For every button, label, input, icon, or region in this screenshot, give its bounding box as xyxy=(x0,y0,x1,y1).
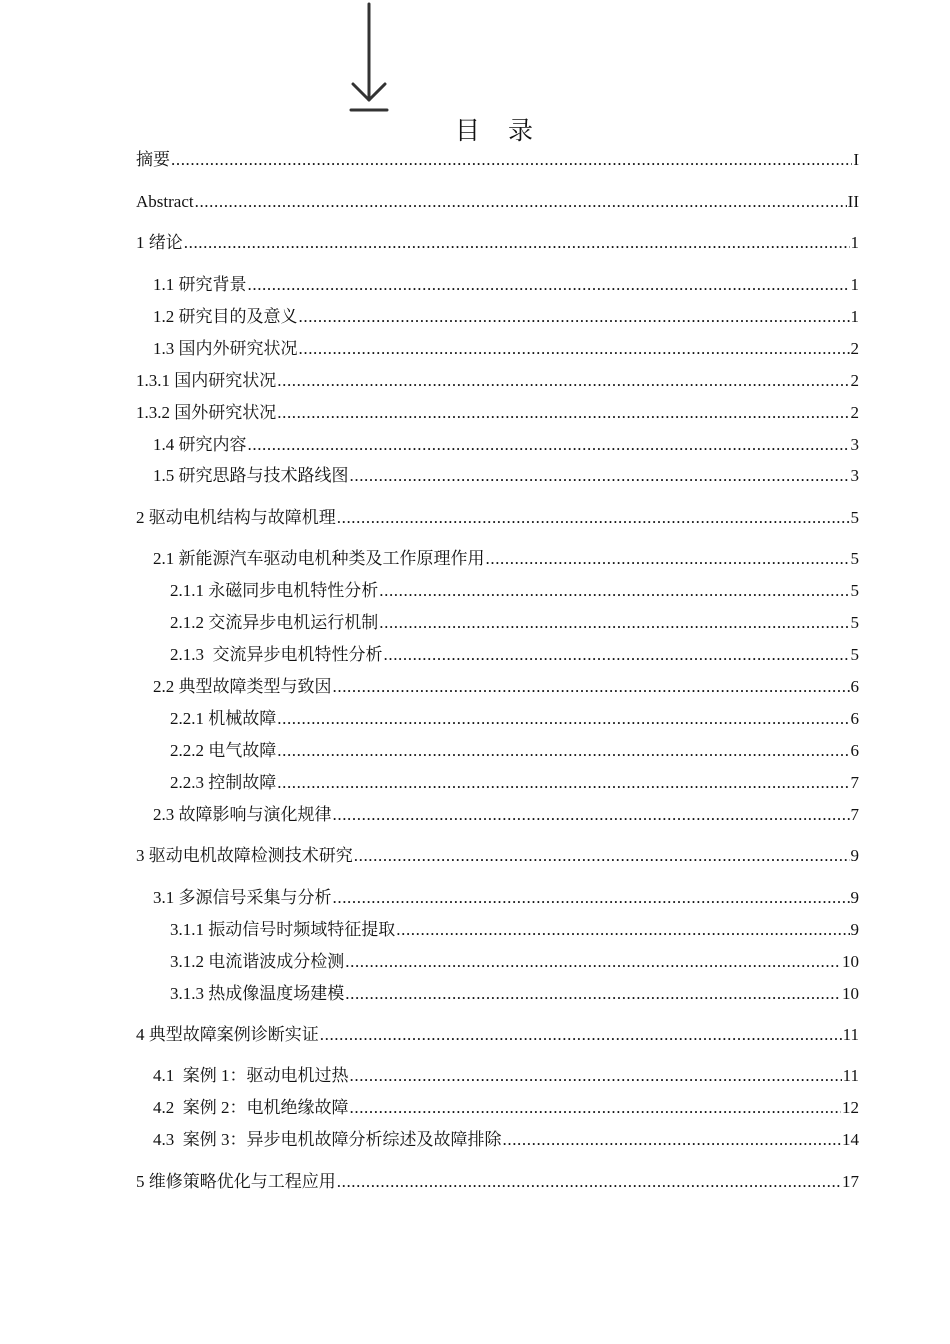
toc-entry-text: 2.2.2 电气故障 xyxy=(170,741,277,760)
toc-entry[interactable] xyxy=(170,918,859,942)
toc-entry-text: 5 维修策略优化与工程应用 xyxy=(136,1172,336,1191)
toc-entry-text: 2.2.3 控制故障 xyxy=(170,773,277,792)
toc-page-number: 11 xyxy=(842,1025,859,1044)
toc-dot-leader xyxy=(333,675,850,699)
toc-page-number: 11 xyxy=(842,1066,859,1085)
toc-entry[interactable] xyxy=(136,844,859,868)
toc-entry-text: 4 典型故障案例诊断实证 xyxy=(136,1025,319,1044)
toc-dot-leader xyxy=(277,707,849,731)
toc-entry[interactable] xyxy=(153,1096,859,1120)
toc-entry-text: 2 驱动电机结构与故障机理 xyxy=(136,508,336,527)
toc-dot-leader xyxy=(379,579,849,603)
toc-page-number: 2 xyxy=(850,339,859,358)
toc-page-number: 5 xyxy=(850,645,859,664)
toc-entry-text: 3.1.2 电流谐波成分检测 xyxy=(170,952,345,971)
toc-dot-leader xyxy=(171,148,852,172)
toc-entry-text: 3 驱动电机故障检测技术研究 xyxy=(136,846,353,865)
toc-entry[interactable] xyxy=(153,305,859,329)
toc-title: 目 录 xyxy=(455,116,543,145)
toc-dot-leader xyxy=(345,982,841,1006)
toc-page-number: 14 xyxy=(842,1130,859,1149)
toc-entry[interactable] xyxy=(136,1023,859,1047)
toc-entry-text: 1.3.2 国外研究状况 xyxy=(136,403,277,422)
toc-page-number: 9 xyxy=(850,846,859,865)
down-arrow-icon xyxy=(349,2,389,114)
toc-entry-text: 1.2 研究目的及意义 xyxy=(153,307,298,326)
toc-page-number: 7 xyxy=(850,773,859,792)
toc-entry-text: 4.1 案例 1：驱动电机过热 xyxy=(153,1066,349,1085)
toc-dot-leader xyxy=(503,1128,842,1152)
toc-entry-text: 3.1 多源信号采集与分析 xyxy=(153,888,332,907)
toc-entry[interactable] xyxy=(170,643,859,667)
toc-page-number: 9 xyxy=(850,920,859,939)
toc-dot-leader xyxy=(384,643,850,667)
toc-entry-text: 1 绪论 xyxy=(136,233,183,252)
toc-entry[interactable] xyxy=(136,369,859,393)
toc-page-number: 10 xyxy=(842,984,859,1003)
toc-entry[interactable] xyxy=(136,506,859,530)
toc-page-number: 10 xyxy=(842,952,859,971)
toc-entry[interactable] xyxy=(170,579,859,603)
toc-entry[interactable] xyxy=(153,433,859,457)
toc-dot-leader xyxy=(277,771,849,795)
toc-entry-text: 3.1.3 热成像温度场建模 xyxy=(170,984,345,1003)
toc-entry[interactable] xyxy=(136,401,859,425)
toc-entry[interactable] xyxy=(153,1064,859,1088)
toc-entry[interactable] xyxy=(136,148,859,172)
toc-page-number: 17 xyxy=(842,1172,859,1191)
toc-dot-leader xyxy=(350,1064,842,1088)
toc-page-number: 12 xyxy=(842,1098,859,1117)
toc-dot-leader xyxy=(333,803,850,827)
toc-page-number: 3 xyxy=(850,466,859,485)
toc-dot-leader xyxy=(396,918,849,942)
toc-page-number: 6 xyxy=(850,709,859,728)
toc-page-number: 5 xyxy=(850,613,859,632)
toc-page-number: 9 xyxy=(850,888,859,907)
toc-dot-leader xyxy=(337,506,850,530)
toc-page-number: 7 xyxy=(850,805,859,824)
toc-entry-text: 1.3.1 国内研究状况 xyxy=(136,371,277,390)
toc-page-number: 6 xyxy=(850,741,859,760)
toc-dot-leader xyxy=(248,273,850,297)
toc-page-number: 5 xyxy=(850,508,859,527)
toc-dot-leader xyxy=(277,369,849,393)
toc-entry-text: 摘要 xyxy=(136,150,170,169)
toc-entry[interactable] xyxy=(170,611,859,635)
toc-entry[interactable] xyxy=(153,273,859,297)
toc-dot-leader xyxy=(184,231,850,255)
toc-entry[interactable] xyxy=(136,231,859,255)
toc-dot-leader xyxy=(486,547,850,571)
toc-entry-text: Abstract xyxy=(136,192,194,211)
toc-dot-leader xyxy=(299,337,850,361)
toc-entry[interactable] xyxy=(170,739,859,763)
toc-entry-text: 4.2 案例 2：电机绝缘故障 xyxy=(153,1098,349,1117)
toc-page-number: 2 xyxy=(850,371,859,390)
toc-dot-leader xyxy=(195,190,847,214)
toc-dot-leader xyxy=(277,401,849,425)
toc-page-number: 3 xyxy=(850,435,859,454)
toc-dot-leader xyxy=(333,886,850,910)
toc-entry[interactable] xyxy=(136,190,859,214)
toc-entry-text: 2.2.1 机械故障 xyxy=(170,709,277,728)
toc-dot-leader xyxy=(354,844,850,868)
toc-entry-text: 1.5 研究思路与技术路线图 xyxy=(153,466,349,485)
toc-entry[interactable] xyxy=(153,675,859,699)
toc-dot-leader xyxy=(379,611,849,635)
toc-entry[interactable] xyxy=(170,707,859,731)
toc-entry-text: 3.1.1 振动信号时频域特征提取 xyxy=(170,920,396,939)
toc-entry-text: 1.1 研究背景 xyxy=(153,275,247,294)
toc-dot-leader xyxy=(337,1170,841,1194)
toc-entry[interactable] xyxy=(153,1128,859,1152)
toc-entry-text: 2.2 典型故障类型与致因 xyxy=(153,677,332,696)
toc-page-number: 2 xyxy=(850,403,859,422)
toc-entry-text: 2.1.3 交流异步电机特性分析 xyxy=(170,645,383,664)
toc-entry[interactable] xyxy=(153,547,859,571)
toc-dot-leader xyxy=(350,464,850,488)
toc-page-number: II xyxy=(847,192,859,211)
toc-entry[interactable] xyxy=(170,771,859,795)
toc-entry-text: 2.3 故障影响与演化规律 xyxy=(153,805,332,824)
toc-page-number: 5 xyxy=(850,549,859,568)
toc-entry[interactable] xyxy=(153,803,859,827)
toc-page-number: 1 xyxy=(850,275,859,294)
toc-entry-text: 2.1.1 永磁同步电机特性分析 xyxy=(170,581,379,600)
toc-entry-text: 1.3 国内外研究状况 xyxy=(153,339,298,358)
toc-entry[interactable] xyxy=(136,1170,859,1194)
toc-dot-leader xyxy=(320,1023,842,1047)
toc-page-number: I xyxy=(853,150,859,169)
toc-entry-text: 2.1 新能源汽车驱动电机种类及工作原理作用 xyxy=(153,549,485,568)
toc-dot-leader xyxy=(248,433,850,457)
toc-dot-leader xyxy=(277,739,849,763)
toc-page-number: 5 xyxy=(850,581,859,600)
toc-entry-text: 4.3 案例 3：异步电机故障分析综述及故障排除 xyxy=(153,1130,502,1149)
toc-dot-leader xyxy=(350,1096,842,1120)
toc-dot-leader xyxy=(345,950,841,974)
toc-entry-text: 1.4 研究内容 xyxy=(153,435,247,454)
toc-entry-text: 2.1.2 交流异步电机运行机制 xyxy=(170,613,379,632)
toc-page-number: 1 xyxy=(850,307,859,326)
toc-entry[interactable] xyxy=(170,950,859,974)
toc-page-number: 1 xyxy=(850,233,859,252)
toc-entry[interactable] xyxy=(170,982,859,1006)
toc-dot-leader xyxy=(299,305,850,329)
toc-entry[interactable] xyxy=(153,337,859,361)
toc-page-number: 6 xyxy=(850,677,859,696)
toc-entry[interactable] xyxy=(153,464,859,488)
toc-entry[interactable] xyxy=(153,886,859,910)
